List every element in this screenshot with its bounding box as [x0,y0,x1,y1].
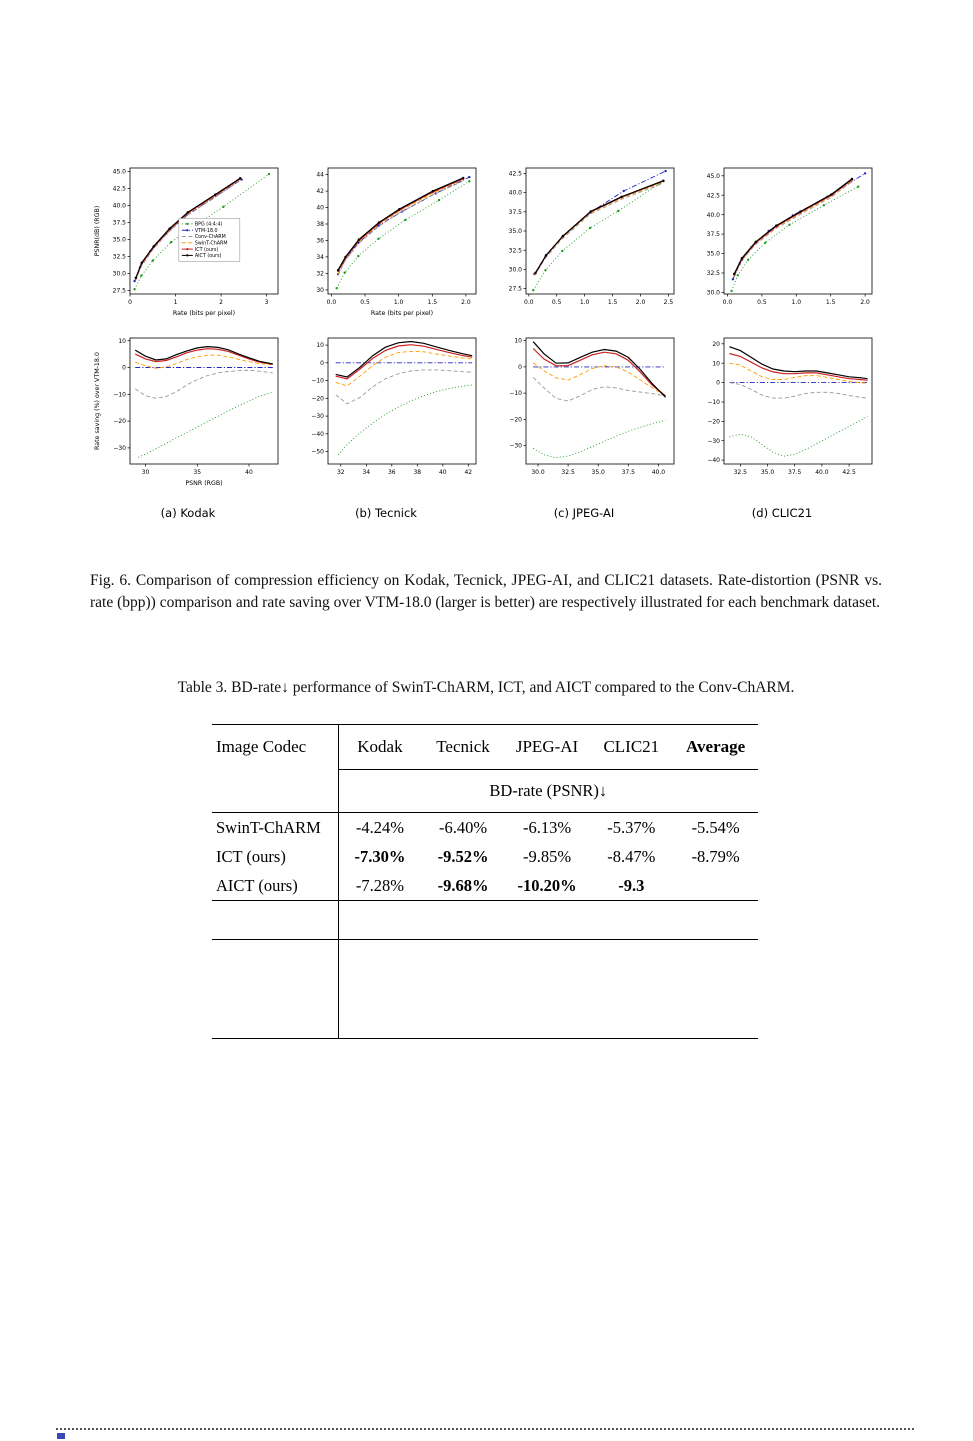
col-header-tecnick: Tecnick [436,737,490,756]
svg-text:1.0: 1.0 [393,299,404,306]
chart-kodak-rd [90,162,286,332]
figure-column-tecnick [288,162,484,520]
table-row-aict [212,871,758,901]
svg-text:SwinT-ChARM: SwinT-ChARM [194,241,228,247]
svg-text:32.5: 32.5 [508,247,522,255]
svg-text:42: 42 [316,188,324,196]
svg-text:−40: −40 [311,430,324,438]
svg-text:0: 0 [320,359,324,367]
figure-caption: Fig. 6. Comparison of compression efficiency on Kodak, Tecnick, JPEG-AI, and CLIC21 datasets. Rate-distortion (PSNR vs. rate (bpp)) comparison and rate saving over VTM-18.0 (larger is better) are respectively illustrated for each benchmark dataset. [90,572,882,612]
cell-value: -4.24% [355,817,405,837]
svg-text:38: 38 [413,469,422,476]
svg-text:−10: −10 [509,390,522,398]
row-label: ICT (ours) [212,842,338,871]
svg-text:2.0: 2.0 [635,299,646,306]
svg-text:38: 38 [316,221,324,229]
svg-text:−30: −30 [707,437,720,445]
svg-text:0: 0 [128,299,132,306]
svg-text:40.0: 40.0 [112,202,126,210]
svg-text:32.5: 32.5 [706,270,720,278]
svg-text:40: 40 [245,469,253,476]
svg-text:37.5: 37.5 [112,219,126,227]
svg-text:0.5: 0.5 [757,299,767,306]
svg-text:0: 0 [716,379,720,387]
svg-text:−20: −20 [509,416,522,424]
svg-text:−50: −50 [311,448,324,456]
svg-text:34: 34 [316,254,324,261]
svg-text:40: 40 [438,469,447,476]
table-caption: Table 3. BD-rate↓ performance of SwinT-ChARM, ICT, and AICT compared to the Conv-ChARM. [177,679,795,696]
svg-text:3: 3 [264,299,269,306]
svg-text:42.5: 42.5 [508,170,522,178]
page-edge-dotted-line [56,1428,914,1430]
svg-text:35.0: 35.0 [591,469,605,476]
svg-text:−20: −20 [311,395,324,403]
cell-value: -5.37% [607,817,656,837]
cell-value: -6.13% [522,817,572,837]
svg-text:45.0: 45.0 [112,168,126,176]
svg-text:−30: −30 [509,442,522,450]
svg-text:2.5: 2.5 [663,299,674,306]
svg-text:36: 36 [387,469,396,476]
cell-value: -9.68% [421,871,504,901]
svg-text:VTM-18.0: VTM-18.0 [194,228,218,234]
chart-tecnick-rate-saving [288,332,484,502]
cell-value: -10.20% [505,871,590,901]
svg-text:0: 0 [518,364,522,371]
svg-text:0: 0 [122,364,126,372]
svg-text:PSNR(dB) (RGB): PSNR(dB) (RGB) [94,205,101,257]
svg-text:35.0: 35.0 [112,236,126,244]
svg-text:32.5: 32.5 [112,253,126,261]
chart-jpeg-ai-rd [486,162,682,332]
svg-text:−10: −10 [707,399,720,407]
svg-text:34: 34 [362,469,371,476]
col-header-average: Average [686,737,746,756]
svg-text:35: 35 [193,469,202,476]
svg-text:Rate (bits per pixel): Rate (bits per pixel) [172,310,236,317]
subcaption-kodak: (a) Kodak [160,506,216,520]
svg-text:−30: −30 [311,413,324,421]
svg-text:37.5: 37.5 [621,469,635,476]
svg-text:Rate (bits per pixel): Rate (bits per pixel) [370,310,434,317]
svg-text:1.5: 1.5 [607,299,618,306]
svg-text:40.0: 40.0 [706,211,720,219]
svg-text:0.5: 0.5 [551,299,562,306]
table-header-row [212,725,758,770]
bd-rate-table [212,724,758,1039]
svg-text:1.5: 1.5 [427,299,438,306]
row-label: SwinT-ChARM [212,813,338,843]
figure-6-charts [90,162,882,520]
bd-rate-table-wrap [212,724,758,1039]
svg-text:40.0: 40.0 [508,189,522,197]
subcaption-clic21: (d) CLIC21 [751,506,813,520]
chart-clic21-rate-saving [684,332,880,502]
svg-text:Rate saving (%) over VTM-18.0: Rate saving (%) over VTM-18.0 [94,352,101,450]
svg-text:45.0: 45.0 [706,172,720,180]
cell-value: -9.52% [437,846,489,866]
svg-text:32.5: 32.5 [561,469,575,476]
svg-text:32.5: 32.5 [733,469,747,476]
table-empty-row-1 [212,901,758,940]
svg-text:32: 32 [336,469,345,476]
svg-text:−20: −20 [707,418,720,426]
svg-text:2: 2 [219,299,224,306]
subheader-bd-rate: BD-rate (PSNR)↓ [338,770,758,813]
svg-text:−10: −10 [311,377,324,385]
page-edge-blue-marker [57,1433,65,1439]
svg-text:35.0: 35.0 [760,469,775,476]
svg-text:27.5: 27.5 [112,287,126,295]
subcaption-tecnick: (b) Tecnick [355,506,417,520]
svg-text:0.0: 0.0 [722,299,733,306]
svg-text:36: 36 [316,237,324,245]
svg-text:40.0: 40.0 [651,469,666,476]
cell-value: -8.47% [607,846,656,866]
svg-text:37.5: 37.5 [706,231,720,239]
subcaption-jpeg-ai: (c) JPEG-AI [553,506,615,520]
svg-text:42.5: 42.5 [706,192,720,200]
svg-text:PSNR (RGB): PSNR (RGB) [185,480,223,487]
svg-text:1: 1 [173,299,178,306]
svg-text:32: 32 [316,270,324,278]
svg-text:10: 10 [712,360,720,368]
svg-text:40: 40 [316,204,324,212]
svg-text:10: 10 [118,337,126,345]
svg-text:35.0: 35.0 [508,228,522,236]
svg-text:27.5: 27.5 [508,285,522,293]
cell-value: -6.40% [438,817,488,837]
cell-value: -7.28% [338,871,421,901]
cell-value: -9.3 [589,871,673,901]
svg-text:1.0: 1.0 [579,299,590,306]
svg-text:2.0: 2.0 [461,299,471,306]
figure-column-kodak [90,162,286,520]
figure-column-jpeg-ai [486,162,682,520]
svg-text:10: 10 [514,337,522,345]
subheader-spacer [212,770,338,813]
svg-text:37.5: 37.5 [508,208,522,216]
svg-text:0.5: 0.5 [360,299,370,306]
svg-text:20: 20 [712,340,720,348]
svg-text:30: 30 [141,469,150,476]
cell-value: -7.30% [354,846,406,866]
svg-text:Conv-ChARM: Conv-ChARM [194,235,226,241]
chart-tecnick-rd [288,162,484,332]
svg-text:−30: −30 [113,445,126,452]
svg-text:AICT (ours): AICT (ours) [194,254,222,260]
svg-text:10: 10 [316,342,324,350]
svg-text:42.5: 42.5 [842,469,856,476]
svg-text:−20: −20 [113,418,126,426]
col-header-jpeg-ai: JPEG-AI [515,737,579,756]
chart-jpeg-ai-rate-saving [486,332,682,502]
svg-text:42.5: 42.5 [112,185,126,193]
cell-value [673,871,758,901]
svg-text:40.0: 40.0 [815,469,829,476]
svg-text:0.0: 0.0 [326,299,337,306]
col-header-image-codec: Image Codec [212,725,338,770]
figure-column-clic21 [684,162,880,520]
cell-value: -8.79% [691,846,740,866]
svg-text:1.0: 1.0 [791,299,802,306]
chart-kodak-rate-saving [90,332,286,502]
svg-text:37.5: 37.5 [788,469,802,476]
svg-text:42: 42 [464,469,473,476]
svg-text:−40: −40 [707,457,720,465]
svg-text:BPG (4:4:4): BPG (4:4:4) [194,222,223,228]
svg-text:30.0: 30.0 [112,270,126,278]
svg-text:−10: −10 [113,391,126,399]
svg-text:2.0: 2.0 [860,299,870,306]
svg-text:ICT (ours): ICT (ours) [194,247,219,253]
col-header-clic21: CLIC21 [603,737,660,756]
table-empty-row-2 [212,940,758,1039]
chart-clic21-rd [684,162,880,332]
row-label: AICT (ours) [212,871,338,901]
svg-text:30.0: 30.0 [706,289,720,297]
svg-text:30: 30 [316,287,324,294]
svg-text:44: 44 [316,171,324,179]
table-row-swint-charm [212,813,758,843]
cell-value: -9.85% [522,846,572,866]
col-header-kodak: Kodak [357,737,403,756]
table-subheader-row [212,770,758,813]
table-row-ict [212,842,758,871]
cell-value: -5.54% [691,817,740,837]
svg-text:30.0: 30.0 [531,469,545,476]
svg-text:35.0: 35.0 [706,250,720,258]
svg-text:0.0: 0.0 [524,299,534,306]
svg-text:30.0: 30.0 [508,266,522,274]
svg-text:1.5: 1.5 [825,299,836,306]
